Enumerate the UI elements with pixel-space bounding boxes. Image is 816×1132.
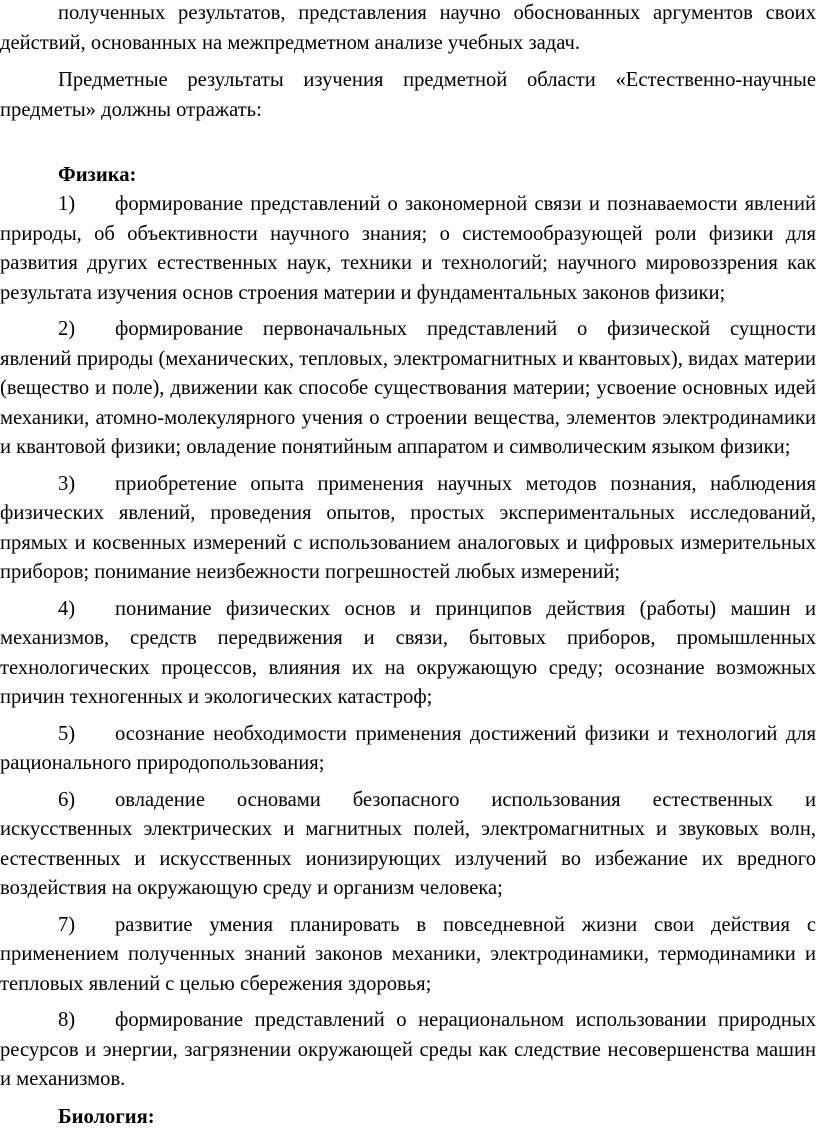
- list-item-text: понимание физических основ и принципов действия (работы) машин и механизмов, средств передвижения и связи, бытовых приборов, промышленных технологических процессов, влияния их на окружающую среду; осознание возможных причин техногенных и экологических катастроф;: [0, 598, 816, 709]
- list-item: [0, 470, 816, 588]
- list-item: [0, 190, 816, 308]
- list-item-text: овладение основами безопасного использования естественных и искусственных электрических и магнитных полей, электромагнитных и звуковых волн, естественных и искусственных ионизирующих излучений во избежание их вредного воздействия на окружающую среду и организм человека;: [0, 789, 816, 900]
- blank-line: [0, 125, 816, 155]
- list-item-text: формирование первоначальных представлений о физической сущности явлений природы (механических, тепловых, электромагнитных и квантовых), видах материи (вещество и поле), движении как способе существования материи; усвоение основных идей механики, атомно-молекулярного учения о строении вещества, элементов электродинамики и квантовой физики; овладение понятийным аппаратом и символическим языком физики;: [0, 318, 816, 458]
- list-item: [0, 720, 816, 779]
- list-item-number: 8): [58, 1006, 115, 1036]
- intro-block: [0, 0, 816, 58]
- list-item-text: формирование представлений о закономерной связи и познаваемости явлений природы, об объективности научного знания; о системообразующей роли физики для развития других естественных наук, техники и технологий; научного мировоззрения как результата изучения основ строения материи и фундаментальных законов физики;: [0, 193, 816, 304]
- list-item-text: осознание необходимости применения достижений физики и технологий для рационального природопользования;: [0, 723, 816, 775]
- intro-continuation: полученных результатов, представления научно обоснованных аргументов своих действий, основанных на межпредметном анализе учебных задач.: [0, 0, 816, 58]
- subject-results-paragraph: Предметные результаты изучения предметной области «Естественно-научные предметы» должны отражать:: [0, 66, 816, 125]
- physics-list: [0, 190, 816, 1095]
- list-item-text: развитие умения планировать в повседневной жизни свои действия с применением полученных знаний законов механики, электродинамики, термодинамики и тепловых явлений с целью сбережения здоровья;: [0, 914, 816, 995]
- list-item: [0, 786, 816, 904]
- list-item-number: 5): [58, 720, 115, 750]
- list-item: [0, 911, 816, 1000]
- list-item-number: 2): [58, 315, 115, 345]
- list-item-number: 1): [58, 190, 115, 220]
- list-item: [0, 1006, 816, 1095]
- biology-heading: Биология:: [0, 1103, 816, 1132]
- physics-heading: Физика:: [0, 161, 816, 191]
- list-item-number: 7): [58, 911, 115, 941]
- list-item-text: формирование представлений о нерациональном использовании природных ресурсов и энергии, загрязнении окружающей среды как следствие несовершенства машин и механизмов.: [0, 1009, 816, 1090]
- list-item-number: 6): [58, 786, 115, 816]
- list-item-number: 3): [58, 470, 115, 500]
- list-item: [0, 315, 816, 463]
- list-item: [0, 595, 816, 713]
- list-item-number: 4): [58, 595, 115, 625]
- list-item-text: приобретение опыта применения научных методов познания, наблюдения физических явлений, проведения опытов, простых экспериментальных исследований, прямых и косвенных измерений с использованием аналоговых и цифровых измерительных приборов; понимание неизбежности погрешностей любых измерений;: [0, 473, 816, 584]
